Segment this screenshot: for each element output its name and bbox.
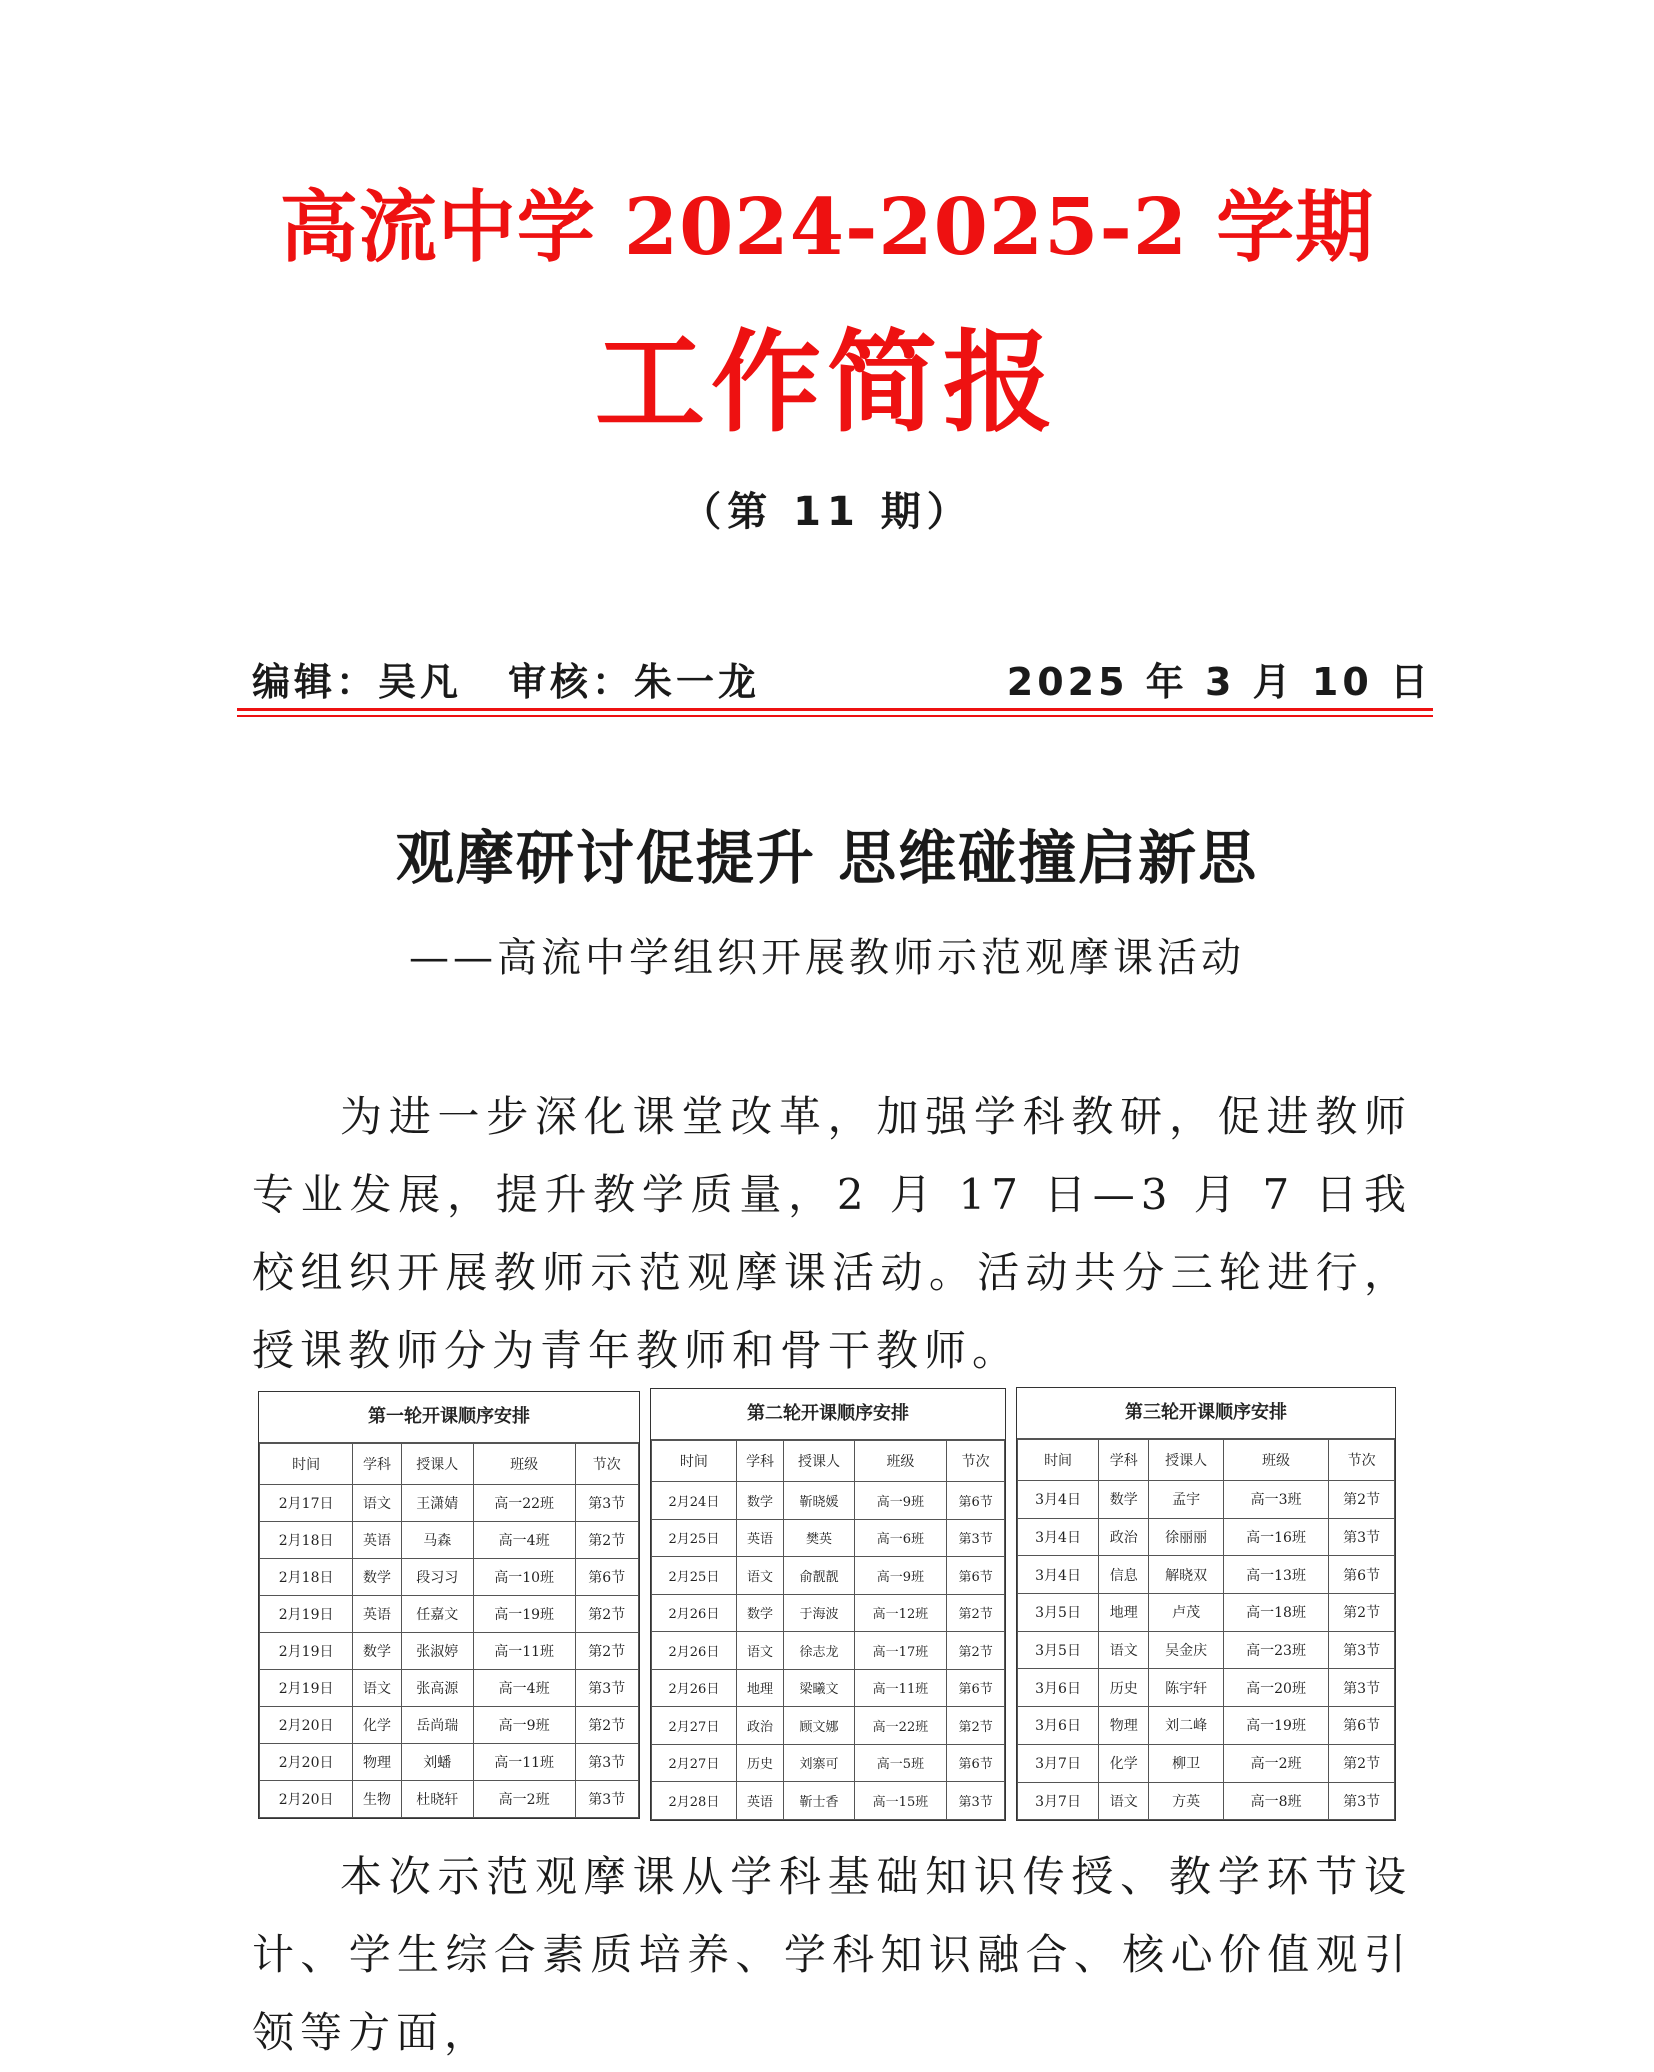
schedule-cell: 高一5班 [854,1744,947,1782]
schedule-row [1018,1594,1395,1632]
schedule-cell: 顾文娜 [784,1707,854,1745]
schedule-cell: 2月27日 [652,1744,737,1782]
publish-date: 2025 年 3 月 10 日 [1006,660,1432,704]
schedule-cell: 高一16班 [1223,1518,1328,1556]
schedule-column-header: 学科 [1099,1440,1149,1481]
schedule-cell: 段习习 [401,1559,473,1596]
schedule-cell: 高一8班 [1223,1782,1328,1820]
schedule-row [260,1596,639,1633]
schedule-cell: 第2节 [947,1594,1005,1632]
schedule-cell: 第2节 [1329,1744,1395,1782]
schedule-cell: 高一11班 [854,1669,947,1707]
schedule-cell: 物理 [1099,1707,1149,1745]
schedule-cell: 靳士香 [784,1782,854,1820]
schedule-cell: 岳尚瑞 [401,1707,473,1744]
schedule-cell: 2月26日 [652,1669,737,1707]
schedule-cell: 第6节 [575,1559,638,1596]
schedule-cell: 2月20日 [260,1707,353,1744]
schedule-cell: 生物 [353,1781,402,1818]
schedule-column-header: 授课人 [401,1444,473,1485]
schedule-row [652,1519,1005,1557]
schedule-cell: 政治 [736,1707,783,1745]
schedule-row [260,1781,639,1818]
schedule-cell: 3月7日 [1018,1782,1099,1820]
schedule-cell: 2月28日 [652,1782,737,1820]
schedule-row [1018,1481,1395,1519]
schedule-cell: 数学 [1099,1481,1149,1519]
schedule-cell: 高一9班 [473,1707,575,1744]
schedule-cell: 第3节 [575,1485,638,1522]
schedule-cell: 高一11班 [473,1744,575,1781]
schedule-cell: 第3节 [575,1670,638,1707]
schedule-column-header: 班级 [473,1444,575,1485]
schedule-cell: 政治 [1099,1518,1149,1556]
schedule-cell: 高一9班 [854,1482,947,1520]
schedule-cell: 刘蟠 [401,1744,473,1781]
schedule-cell: 高一11班 [473,1633,575,1670]
schedule-caption: 第一轮开课顺序安排 [259,1392,639,1443]
schedule-cell: 高一9班 [854,1557,947,1595]
schedule-cell: 2月27日 [652,1707,737,1745]
schedule-cell: 第2节 [1329,1481,1395,1519]
schedule-column-header: 学科 [353,1444,402,1485]
schedule-cell: 方英 [1149,1782,1224,1820]
schedule-header-row [260,1444,639,1485]
schedule-cell: 高一20班 [1223,1669,1328,1707]
schedule-cell: 3月4日 [1018,1481,1099,1519]
schedule-caption: 第三轮开课顺序安排 [1017,1388,1395,1439]
schedule-cell: 任嘉文 [401,1596,473,1633]
schedule-cell: 樊英 [784,1519,854,1557]
schedule-cell: 张高源 [401,1670,473,1707]
schedule-cell: 俞靓靓 [784,1557,854,1595]
schedule-cell: 3月6日 [1018,1707,1099,1745]
schedule-cell: 高一4班 [473,1670,575,1707]
schedule-cell: 2月25日 [652,1557,737,1595]
schedule-column-header: 班级 [854,1441,947,1482]
schedule-header-row [1018,1440,1395,1481]
issue-number: （第 11 期） [681,489,973,535]
schedule-cell: 2月25日 [652,1519,737,1557]
schedule-cell: 语文 [736,1557,783,1595]
schedule-cell: 高一18班 [1223,1594,1328,1632]
schedule-cell: 高一15班 [854,1782,947,1820]
schedule-cell: 王潇婧 [401,1485,473,1522]
schedule-cell: 2月19日 [260,1670,353,1707]
red-rule-thick [237,708,1433,711]
schedule-cell: 3月4日 [1018,1518,1099,1556]
schedule-cell: 孟宇 [1149,1481,1224,1519]
schedule-column-header: 节次 [1329,1440,1395,1481]
schedule-cell: 第2节 [947,1707,1005,1745]
schedule-cell: 2月18日 [260,1522,353,1559]
schedule-cell: 3月5日 [1018,1594,1099,1632]
schedule-row [1018,1782,1395,1820]
schedule-cell: 3月5日 [1018,1631,1099,1669]
schedule-cell: 高一2班 [1223,1744,1328,1782]
schedule-row [652,1669,1005,1707]
schedule-cell: 高一2班 [473,1781,575,1818]
schedule-cell: 高一10班 [473,1559,575,1596]
schedule-column-header: 班级 [1223,1440,1328,1481]
schedule-table-round-3 [1016,1387,1396,1821]
schedule-table-round-1 [258,1391,640,1819]
schedule-cell: 第3节 [947,1782,1005,1820]
schedule-column-header: 授课人 [1149,1440,1224,1481]
schedule-cell: 第2节 [575,1707,638,1744]
schedule-cell: 高一19班 [1223,1707,1328,1745]
schedule-cell: 第6节 [1329,1707,1395,1745]
schedule-column-header: 时间 [260,1444,353,1485]
schedule-caption: 第二轮开课顺序安排 [651,1389,1005,1440]
schedule-column-header: 节次 [575,1444,638,1485]
article-subheadline: ——高流中学组织开展教师示范观摩课活动 [409,935,1245,981]
schedule-cell: 杜晓轩 [401,1781,473,1818]
schedule-table-round-2 [650,1388,1006,1821]
schedule-cell: 英语 [736,1782,783,1820]
schedule-cell: 第6节 [1329,1556,1395,1594]
schedule-cell: 梁曦文 [784,1669,854,1707]
schedule-cell: 第3节 [947,1519,1005,1557]
schedule-cell: 解晓双 [1149,1556,1224,1594]
schedule-cell: 卢茂 [1149,1594,1224,1632]
masthead-subtitle: 工作简报 [595,318,1059,447]
schedule-cell: 第6节 [947,1482,1005,1520]
schedule-cell: 语文 [736,1632,783,1670]
schedule-cell: 语文 [353,1670,402,1707]
schedule-cell: 靳晓媛 [784,1482,854,1520]
schedule-cell: 数学 [736,1482,783,1520]
schedule-cell: 2月19日 [260,1596,353,1633]
schedule-cell: 刘寨可 [784,1744,854,1782]
schedule-row [260,1707,639,1744]
schedule-cell: 徐丽丽 [1149,1518,1224,1556]
schedule-cell: 陈宇轩 [1149,1669,1224,1707]
schedule-cell: 物理 [353,1744,402,1781]
schedule-cell: 高一12班 [854,1594,947,1632]
schedule-cell: 3月7日 [1018,1744,1099,1782]
schedule-column-header: 授课人 [784,1441,854,1482]
schedule-cell: 张淑婷 [401,1633,473,1670]
schedule-cell: 高一3班 [1223,1481,1328,1519]
schedule-cell: 第2节 [575,1522,638,1559]
schedule-cell: 第2节 [575,1633,638,1670]
schedule-column-header: 时间 [652,1441,737,1482]
schedule-row [652,1594,1005,1632]
schedule-cell: 高一19班 [473,1596,575,1633]
schedule-cell: 高一4班 [473,1522,575,1559]
schedule-cell: 第6节 [947,1557,1005,1595]
schedule-cell: 高一23班 [1223,1631,1328,1669]
schedule-cell: 英语 [353,1522,402,1559]
editor-name: 编辑：吴凡 [252,660,463,704]
schedule-cell: 吴金庆 [1149,1631,1224,1669]
schedule-column-header: 时间 [1018,1440,1099,1481]
schedule-column-header: 学科 [736,1441,783,1482]
schedule-cell: 刘二峰 [1149,1707,1224,1745]
schedule-row [260,1744,639,1781]
schedule-cell: 英语 [353,1596,402,1633]
schedule-row [652,1707,1005,1745]
schedule-cell: 第2节 [947,1632,1005,1670]
editor-line [252,652,1432,712]
schedule-cell: 2月20日 [260,1744,353,1781]
schedule-cell: 英语 [736,1519,783,1557]
schedule-cell: 高一13班 [1223,1556,1328,1594]
schedule-cell: 于海波 [784,1594,854,1632]
red-rule-thin [237,715,1433,717]
schedule-row [1018,1631,1395,1669]
schedule-cell: 数学 [353,1559,402,1596]
schedule-cell: 高一6班 [854,1519,947,1557]
schedule-header-row [652,1441,1005,1482]
schedule-cell: 高一17班 [854,1632,947,1670]
schedule-row [652,1782,1005,1820]
schedule-cell: 第2节 [1329,1594,1395,1632]
schedule-cell: 数学 [736,1594,783,1632]
schedule-cell: 高一22班 [854,1707,947,1745]
schedule-cell: 2月19日 [260,1633,353,1670]
schedule-cell: 高一22班 [473,1485,575,1522]
schedule-cell: 2月17日 [260,1485,353,1522]
schedule-cell: 第3节 [1329,1669,1395,1707]
schedule-cell: 第6节 [947,1744,1005,1782]
schedule-row [1018,1518,1395,1556]
schedule-cell: 化学 [1099,1744,1149,1782]
masthead-title: 高流中学 2024-2025-2 学期 [279,182,1375,273]
schedule-cell: 化学 [353,1707,402,1744]
schedule-cell: 第3节 [1329,1782,1395,1820]
schedule-cell: 第3节 [1329,1631,1395,1669]
schedule-row [260,1633,639,1670]
schedule-cell: 数学 [353,1633,402,1670]
schedule-row [652,1632,1005,1670]
schedule-cell: 信息 [1099,1556,1149,1594]
schedule-cell: 2月26日 [652,1632,737,1670]
schedule-row [260,1670,639,1707]
schedule-row [260,1559,639,1596]
schedule-row [260,1522,639,1559]
schedule-row [260,1485,639,1522]
schedule-cell: 柳卫 [1149,1744,1224,1782]
schedule-cell: 3月4日 [1018,1556,1099,1594]
reviewer-name: 审核：朱一龙 [508,660,761,704]
schedule-row [652,1557,1005,1595]
schedule-cell: 语文 [1099,1631,1149,1669]
schedule-cell: 第3节 [575,1781,638,1818]
schedule-cell: 第3节 [1329,1518,1395,1556]
schedule-cell: 3月6日 [1018,1669,1099,1707]
schedule-cell: 历史 [1099,1669,1149,1707]
schedule-row [652,1482,1005,1520]
schedule-cell: 语文 [353,1485,402,1522]
schedule-row [652,1744,1005,1782]
schedule-cell: 马森 [401,1522,473,1559]
schedule-cell: 徐志龙 [784,1632,854,1670]
schedule-cell: 2月18日 [260,1559,353,1596]
schedule-cell: 语文 [1099,1782,1149,1820]
schedule-row [1018,1707,1395,1745]
schedule-cell: 2月26日 [652,1594,737,1632]
schedule-cell: 地理 [1099,1594,1149,1632]
schedule-cell: 2月24日 [652,1482,737,1520]
article-paragraph: 为进一步深化课堂改革，加强学科教研，促进教师专业发展，提升教学质量，2 月 17 日—3 月 7 日我校组织开展教师示范观摩课活动。活动共分三轮进行，授课教师分为青年教师和骨干教师。 [252,1092,1412,1375]
schedule-cell: 地理 [736,1669,783,1707]
schedule-cell: 历史 [736,1744,783,1782]
schedule-column-header: 节次 [947,1441,1005,1482]
schedule-cell: 第3节 [575,1744,638,1781]
schedule-cell: 第2节 [575,1596,638,1633]
article-headline: 观摩研讨促提升 思维碰撞启新思 [395,824,1259,892]
schedule-cell: 2月20日 [260,1781,353,1818]
schedule-row [1018,1556,1395,1594]
article-paragraph: 本次示范观摩课从学科基础知识传授、教学环节设计、学生综合素质培养、学科知识融合、核心价值观引领等方面， [252,1852,1412,2057]
schedule-row [1018,1744,1395,1782]
schedule-cell: 第6节 [947,1669,1005,1707]
schedule-row [1018,1669,1395,1707]
